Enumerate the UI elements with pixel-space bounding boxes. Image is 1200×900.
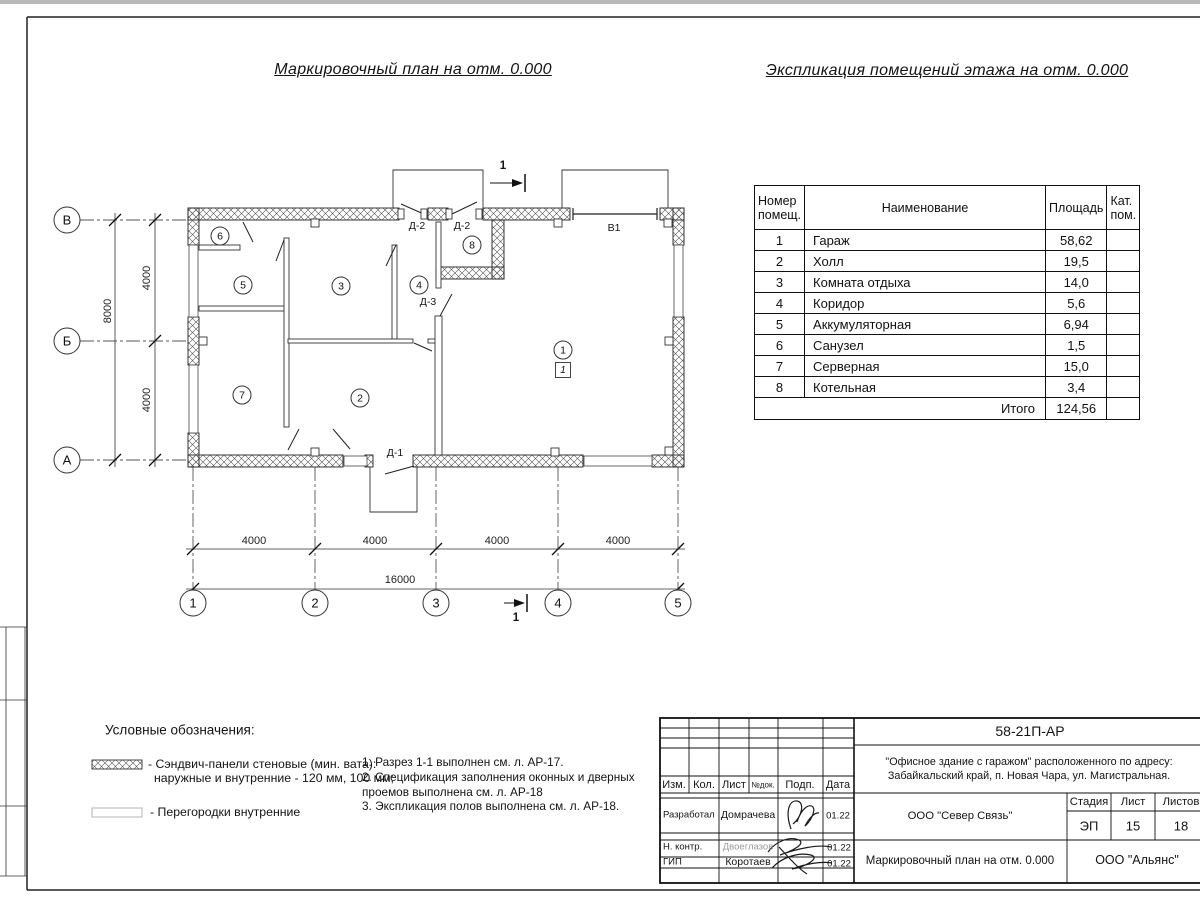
table-row — [755, 335, 1140, 356]
room-area: 3,4 — [1046, 377, 1107, 398]
tb-sheet-title: Маркировочный план на отм. 0.000 — [865, 855, 1055, 867]
tb-col-ndok: №док. — [751, 780, 775, 790]
door-label-d2-right: Д-2 — [453, 220, 471, 232]
table-row — [755, 251, 1140, 272]
tb-firm: ООО "Альянс" — [1095, 853, 1179, 867]
room-cat — [1107, 272, 1140, 293]
interior-partitions — [199, 222, 442, 455]
door-label-d2-left: Д-2 — [408, 220, 426, 232]
room-name: Санузел — [805, 335, 1046, 356]
floor-type-number: 1 — [560, 364, 566, 376]
room-number: 7 — [239, 389, 245, 401]
note-line1: 1. Разрез 1-1 выполнен см. л. АР-17. — [362, 755, 564, 769]
dim-4000-1: 4000 — [241, 535, 267, 547]
room-cat — [1107, 230, 1140, 251]
room-number: 1 — [560, 344, 566, 356]
table-row — [755, 314, 1140, 335]
room-num: 8 — [755, 377, 805, 398]
room-num: 1 — [755, 230, 805, 251]
room-number: 5 — [240, 279, 246, 291]
door-label-d1: Д-1 — [386, 447, 404, 459]
room-cat — [1107, 356, 1140, 377]
total-label: Итого — [755, 398, 1046, 420]
signature-dev — [788, 801, 819, 829]
section-mark-bottom: 1 — [512, 612, 520, 624]
table-row — [755, 356, 1140, 377]
gate-symbol — [573, 208, 657, 220]
tb-sheet-label: Лист — [1120, 796, 1146, 808]
room-area: 14,0 — [1046, 272, 1107, 293]
room-area: 58,62 — [1046, 230, 1107, 251]
tb-name-dev: Домрачева — [720, 809, 776, 821]
floor-type-mark — [555, 362, 571, 378]
room-num: 7 — [755, 356, 805, 377]
room-cat — [1107, 335, 1140, 356]
header-area: Площадь — [1046, 186, 1107, 230]
axis-label: 1 — [189, 595, 197, 611]
explication-header-row — [755, 186, 1140, 230]
legend-item1-line1: - Сэндвич-панели стеновые (мин. вата): — [148, 757, 377, 771]
tb-role-ncontr: Н. контр. — [663, 841, 703, 853]
room-number: 8 — [469, 239, 475, 251]
room-number: 4 — [416, 279, 422, 291]
room-name: Комната отдыха — [805, 272, 1046, 293]
tb-name-gip: Коротаев — [725, 856, 771, 868]
axis-bubble-row-a — [54, 447, 81, 474]
room-name: Гараж — [805, 230, 1046, 251]
room-num: 2 — [755, 251, 805, 272]
room-name: Коридор — [805, 293, 1046, 314]
axis-label: Б — [62, 333, 72, 349]
room-num: 6 — [755, 335, 805, 356]
tb-stage-label: Стадия — [1069, 796, 1109, 808]
room-mark-8 — [463, 236, 482, 255]
room-num: 3 — [755, 272, 805, 293]
tb-stage-value: ЭП — [1079, 818, 1099, 834]
tb-role-gip: ГИП — [663, 856, 682, 868]
room-area: 19,5 — [1046, 251, 1107, 272]
dim-v-4000-1: 4000 — [141, 265, 153, 291]
axis-label: 5 — [674, 595, 682, 611]
total-area: 124,56 — [1046, 398, 1107, 420]
section-mark-top: 1 — [499, 160, 507, 172]
tb-sheet-number: 15 — [1125, 818, 1141, 834]
grid-axes — [80, 220, 678, 589]
note-line2: 2. Спецификация заполнения оконных и дверных — [362, 770, 635, 784]
explication-title: Экспликация помещений этажа на отм. 0.000 — [765, 62, 1129, 79]
header-name: Наименование — [805, 186, 1046, 230]
tb-name-ncontr: Двоеглазов — [722, 841, 774, 853]
room-cat — [1107, 251, 1140, 272]
room-area: 5,6 — [1046, 293, 1107, 314]
total-cat — [1107, 398, 1140, 420]
tb-address-line2: Забайкальский край, п. Новая Чара, ул. Магистральная. — [887, 770, 1171, 782]
room-cat — [1107, 377, 1140, 398]
axis-bubble-col-3 — [423, 590, 450, 617]
room-mark-4 — [410, 276, 429, 295]
tb-date-dev: 01.22 — [826, 810, 850, 822]
room-area: 15,0 — [1046, 356, 1107, 377]
axis-bubble-row-v — [54, 207, 81, 234]
tb-col-kol: Кол. — [693, 779, 715, 791]
plan-title: Маркировочный план на отм. 0.000 — [274, 61, 552, 78]
legend-item2: - Перегородки внутренние — [150, 805, 301, 819]
tb-role-dev: Разработал — [663, 809, 715, 821]
header-room-number: Номер помещ. — [755, 186, 805, 230]
room-mark-3 — [332, 277, 351, 296]
tb-col-izm: Изм. — [662, 779, 686, 791]
room-name: Аккумуляторная — [805, 314, 1046, 335]
room-num: 4 — [755, 293, 805, 314]
table-row — [755, 230, 1140, 251]
tb-sheets-total: 18 — [1173, 818, 1189, 834]
room-mark-6 — [211, 227, 230, 246]
room-name: Серверная — [805, 356, 1046, 377]
room-name: Холл — [805, 251, 1046, 272]
tb-address-line1: "Офисное здание с гаражом" расположенного по адресу: — [885, 756, 1173, 768]
dim-4000-3: 4000 — [484, 535, 510, 547]
table-row — [755, 272, 1140, 293]
legend-heading: Условные обозначения: — [105, 722, 255, 738]
axis-label: В — [62, 212, 72, 228]
room-number: 3 — [338, 280, 344, 292]
table-row — [755, 293, 1140, 314]
room-mark-7 — [233, 386, 252, 405]
axis-bubble-row-b — [54, 328, 81, 355]
legend-item1-line2: наружные и внутренние - 120 мм, 100 мм; — [154, 771, 394, 785]
axis-label: 2 — [311, 595, 319, 611]
tb-col-data: Дата — [825, 779, 851, 791]
left-margin-strip — [0, 627, 27, 876]
door-label-d3: Д-3 — [419, 296, 437, 308]
dimension-lines — [115, 213, 685, 589]
room-mark-5 — [234, 276, 253, 295]
dim-4000-4: 4000 — [605, 535, 631, 547]
tb-date-ncontr: 01.22 — [827, 842, 851, 854]
room-cat — [1107, 314, 1140, 335]
dim-16000: 16000 — [384, 574, 416, 586]
note-line3: проемов выполнена см. л. АР-18 — [362, 785, 543, 799]
room-num: 5 — [755, 314, 805, 335]
note-line4: 3. Экспликация полов выполнена см. л. АР-18. — [362, 799, 620, 813]
room-area: 6,94 — [1046, 314, 1107, 335]
dim-v-4000-2: 4000 — [141, 387, 153, 413]
room-mark-1 — [554, 341, 573, 360]
legend-swatches — [92, 760, 142, 817]
tb-sheets-label: Листов — [1162, 796, 1200, 808]
room-number: 6 — [217, 230, 223, 242]
tb-doc-number: 58-21П-АР — [995, 723, 1065, 739]
total-row — [755, 398, 1140, 420]
room-number: 2 — [357, 392, 363, 404]
axis-bubble-col-1 — [180, 590, 207, 617]
tb-col-list: Лист — [722, 779, 746, 791]
room-cat — [1107, 293, 1140, 314]
table-row — [755, 377, 1140, 398]
tb-date-gip: 01.22 — [827, 858, 851, 870]
dim-v-8000: 8000 — [102, 298, 114, 324]
axis-label: 3 — [432, 595, 440, 611]
room-name: Котельная — [805, 377, 1046, 398]
room-mark-2 — [351, 389, 370, 408]
tb-org: ООО "Север Связь" — [907, 810, 1013, 822]
axis-label: 4 — [554, 595, 562, 611]
header-category: Кат. пом. — [1107, 186, 1140, 230]
room-area: 1,5 — [1046, 335, 1107, 356]
axis-bubble-col-2 — [302, 590, 329, 617]
dim-4000-2: 4000 — [362, 535, 388, 547]
explication-table — [754, 185, 1140, 420]
axis-bubble-col-4 — [545, 590, 572, 617]
gate-label-v1: В1 — [607, 222, 621, 234]
axis-label: А — [62, 452, 72, 468]
axis-bubble-col-5 — [665, 590, 692, 617]
tb-col-podp: Подп. — [785, 779, 815, 791]
